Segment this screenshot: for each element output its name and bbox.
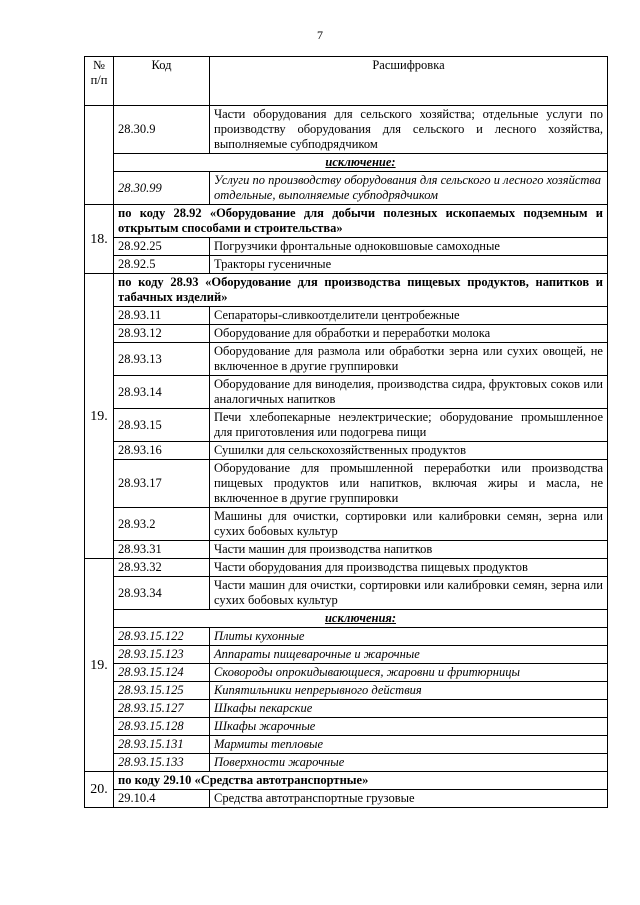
row-desc: Части машин для производства напитков: [210, 541, 608, 559]
table-row: [85, 307, 608, 325]
row-code: 28.93.11: [114, 307, 210, 325]
row-number: 18.: [85, 205, 114, 274]
row-code: 28.92.25: [114, 238, 210, 256]
row-code: 28.93.14: [114, 376, 210, 409]
row-desc: Плиты кухонные: [210, 628, 608, 646]
row-number-empty: [85, 106, 114, 205]
table-row: [85, 343, 608, 376]
exception-row: [85, 154, 608, 172]
table-row: [85, 577, 608, 610]
table-row: [85, 664, 608, 682]
row-code: 28.93.13: [114, 343, 210, 376]
table-header-row: [85, 57, 608, 106]
row-desc: Сушилки для сельскохозяйственных продуктов: [210, 442, 608, 460]
row-code: 28.93.15.128: [114, 718, 210, 736]
table-row: [85, 238, 608, 256]
row-desc: Сковороды опрокидывающиеся, жаровни и фритюрницы: [210, 664, 608, 682]
exception-row: [85, 610, 608, 628]
row-code: 28.93.17: [114, 460, 210, 508]
section-heading-row: [85, 274, 608, 307]
row-code: 28.93.34: [114, 577, 210, 610]
row-desc: Оборудование для обработки и переработки молока: [210, 325, 608, 343]
row-code: 28.30.99: [114, 172, 210, 205]
row-desc: Машины для очистки, сортировки или калибровки семян, зерна или сухих бобовых культур: [210, 508, 608, 541]
row-desc: Части оборудования для сельского хозяйства; отдельные услуги по производству оборудования для сельского и лесного хозяйства, выполняемые субподрядчиком: [210, 106, 608, 154]
row-desc: Услуги по производству оборудования для сельского и лесного хозяйства отдельные, выполняемые субподрядчиком: [210, 172, 608, 205]
row-desc: Погрузчики фронтальные одноковшовые самоходные: [210, 238, 608, 256]
row-desc: Части машин для очистки, сортировки или калибровки семян, зерна или сухих бобовых культур: [210, 577, 608, 610]
table-row: [85, 682, 608, 700]
section-heading: по коду 29.10 «Средства автотранспортные»: [114, 772, 608, 790]
table-row: [85, 508, 608, 541]
row-number: 19.: [85, 274, 114, 559]
row-code: 28.93.32: [114, 559, 210, 577]
row-code: 28.30.9: [114, 106, 210, 154]
table-row: [85, 628, 608, 646]
row-desc: Средства автотранспортные грузовые: [210, 790, 608, 808]
row-desc: Части оборудования для производства пищевых продуктов: [210, 559, 608, 577]
table-row: [85, 559, 608, 577]
table-row: [85, 718, 608, 736]
row-code: 28.93.12: [114, 325, 210, 343]
section-heading-row: [85, 205, 608, 238]
table-row: [85, 325, 608, 343]
section-heading-row: [85, 772, 608, 790]
table-row: [85, 790, 608, 808]
row-number: 20.: [85, 772, 114, 808]
table-row: [85, 460, 608, 508]
row-desc: Сепараторы-сливкоотделители центробежные: [210, 307, 608, 325]
row-desc: Кипятильники непрерывного действия: [210, 682, 608, 700]
exception-label: исключение:: [114, 154, 608, 172]
row-desc: Шкафы пекарские: [210, 700, 608, 718]
row-desc: Поверхности жарочные: [210, 754, 608, 772]
row-desc: Оборудование для промышленной переработки или производства пищевых продуктов или напитков, включая жиры и масла, не включенное в другие группировки: [210, 460, 608, 508]
row-code: 28.93.15.133: [114, 754, 210, 772]
table-row: [85, 442, 608, 460]
row-code: 28.92.5: [114, 256, 210, 274]
row-desc: Печи хлебопекарные неэлектрические; оборудование промышленное для приготовления или подогрева пищи: [210, 409, 608, 442]
table-row: [85, 754, 608, 772]
row-code: 28.93.15.127: [114, 700, 210, 718]
table-row: [85, 256, 608, 274]
page-number: 7: [317, 28, 323, 42]
classification-table: [84, 56, 608, 808]
table-row: [85, 172, 608, 205]
section-heading: по коду 28.92 «Оборудование для добычи полезных ископаемых подземным и открытым способами и строительства»: [114, 205, 608, 238]
row-desc: Шкафы жарочные: [210, 718, 608, 736]
section-heading: по коду 28.93 «Оборудование для производства пищевых продуктов, напитков и табачных изделий»: [114, 274, 608, 307]
table-row: [85, 376, 608, 409]
row-code: 28.93.15.122: [114, 628, 210, 646]
exception-label: исключения:: [114, 610, 608, 628]
row-number: 19.: [85, 559, 114, 772]
row-code: 29.10.4: [114, 790, 210, 808]
row-desc: Мармиты тепловые: [210, 736, 608, 754]
row-code: 28.93.15.123: [114, 646, 210, 664]
header-num: № п/п: [85, 57, 114, 106]
row-code: 28.93.15.125: [114, 682, 210, 700]
row-desc: Оборудование для размола или обработки зерна или сухих овощей, не включенное в другие группировки: [210, 343, 608, 376]
table-row: [85, 541, 608, 559]
row-desc: Оборудование для виноделия, производства сидра, фруктовых соков или аналогичных напитков: [210, 376, 608, 409]
row-code: 28.93.15: [114, 409, 210, 442]
table-row: [85, 736, 608, 754]
header-code: Код: [114, 57, 210, 106]
table-row: [85, 646, 608, 664]
row-code: 28.93.15.124: [114, 664, 210, 682]
table-row: [85, 409, 608, 442]
table-row: [85, 106, 608, 154]
row-code: 28.93.16: [114, 442, 210, 460]
row-code: 28.93.15.131: [114, 736, 210, 754]
row-code: 28.93.2: [114, 508, 210, 541]
row-desc: Тракторы гусеничные: [210, 256, 608, 274]
header-desc: Расшифровка: [210, 57, 608, 106]
row-desc: Аппараты пищеварочные и жарочные: [210, 646, 608, 664]
table-row: [85, 700, 608, 718]
row-code: 28.93.31: [114, 541, 210, 559]
